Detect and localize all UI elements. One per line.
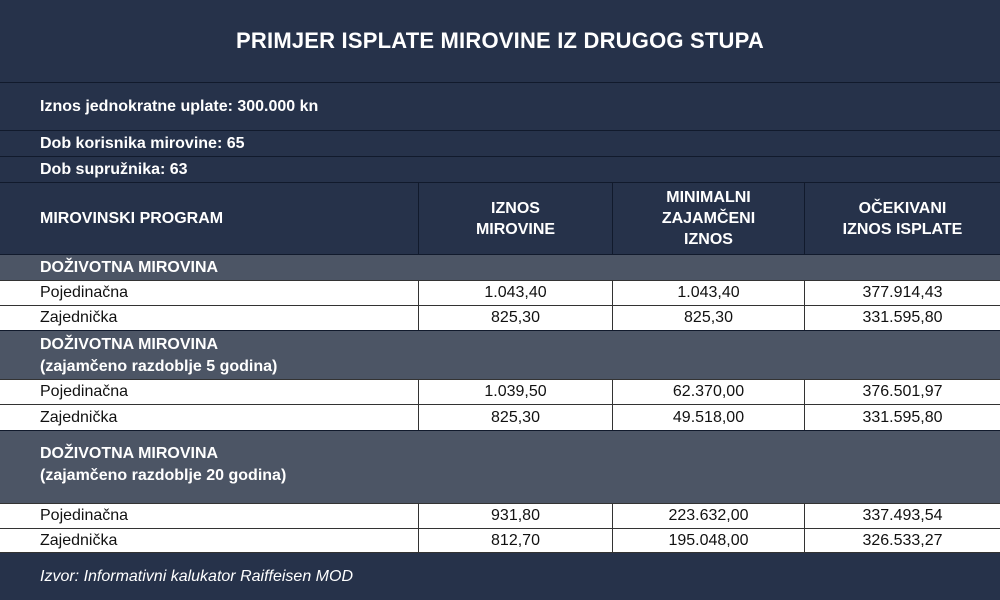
cell-expected: 331.595,80: [804, 405, 1000, 430]
header-min-line3: IZNOS: [684, 231, 733, 248]
header-program: MIROVINSKI PROGRAM: [40, 210, 224, 227]
section-subtitle-text: (zajamčeno razdoblje 5 godina): [40, 358, 278, 375]
cell-program: Zajednička: [40, 408, 118, 426]
section-title-text: DOŽIVOTNA MIROVINA: [40, 259, 219, 276]
cell-expected: 337.493,54: [804, 504, 1000, 528]
cell-min: 49.518,00: [612, 405, 804, 430]
cell-amount: 812,70: [418, 529, 612, 552]
table-row: [0, 404, 1000, 430]
spouse-age: Dob supružnika: 63: [0, 156, 1000, 182]
section-title: [0, 330, 1000, 379]
cell-amount: 1.043,40: [418, 281, 612, 305]
cell-program: Pojedinačna: [40, 284, 129, 301]
section-title-text: DOŽIVOTNA MIROVINA: [40, 445, 219, 462]
cell-min: 62.370,00: [612, 380, 804, 404]
header-min-line2: ZAJAMČENI: [661, 210, 756, 227]
cell-program: Zajednička: [40, 531, 118, 549]
payment-amount: Iznos jednokratne uplate: 300.000 kn: [0, 82, 1000, 130]
cell-amount: 825,30: [418, 405, 612, 430]
cell-amount: 931,80: [418, 504, 612, 528]
cell-expected: 331.595,80: [804, 306, 1000, 330]
section-title-text: DOŽIVOTNA MIROVINA: [40, 336, 219, 353]
cell-expected: 377.914,43: [804, 281, 1000, 305]
user-age: Dob korisnika mirovine: 65: [0, 130, 1000, 156]
cell-program: Zajednička: [40, 309, 118, 326]
header-exp-line1: OČEKIVANI: [858, 199, 947, 217]
table-title: PRIMJER ISPLATE MIROVINE IZ DRUGOG STUPA: [0, 0, 1000, 82]
header-amount: [418, 183, 612, 254]
cell-program: Pojedinačna: [40, 383, 129, 400]
cell-expected: 376.501,97: [804, 380, 1000, 404]
source-note: Izvor: Informativni kalukator Raiffeisen MOD: [0, 553, 1000, 600]
header-expected: [804, 183, 1000, 254]
header-min-line1: MINIMALNI: [666, 189, 751, 206]
header-exp-line2: IZNOS ISPLATE: [842, 220, 963, 238]
cell-min: 223.632,00: [612, 504, 804, 528]
table-row: [0, 503, 1000, 528]
cell-expected: 326.533,27: [804, 529, 1000, 552]
cell-min: 195.048,00: [612, 529, 804, 552]
table-header: [0, 182, 1000, 254]
cell-amount: 825,30: [418, 306, 612, 330]
header-amount-line1: IZNOS: [491, 199, 540, 217]
section-subtitle-text: (zajamčeno razdoblje 20 godina): [40, 467, 287, 484]
header-amount-line2: MIROVINE: [475, 220, 556, 238]
table-row: [0, 379, 1000, 404]
cell-min: 825,30: [612, 306, 804, 330]
section-title: [0, 254, 1000, 280]
table-row: [0, 280, 1000, 305]
cell-amount: 1.039,50: [418, 380, 612, 404]
table-row: [0, 528, 1000, 553]
section-title: [0, 430, 1000, 503]
cell-program: Pojedinačna: [40, 507, 129, 524]
header-minimum: [612, 183, 804, 254]
cell-min: 1.043,40: [612, 281, 804, 305]
table-row: [0, 305, 1000, 330]
